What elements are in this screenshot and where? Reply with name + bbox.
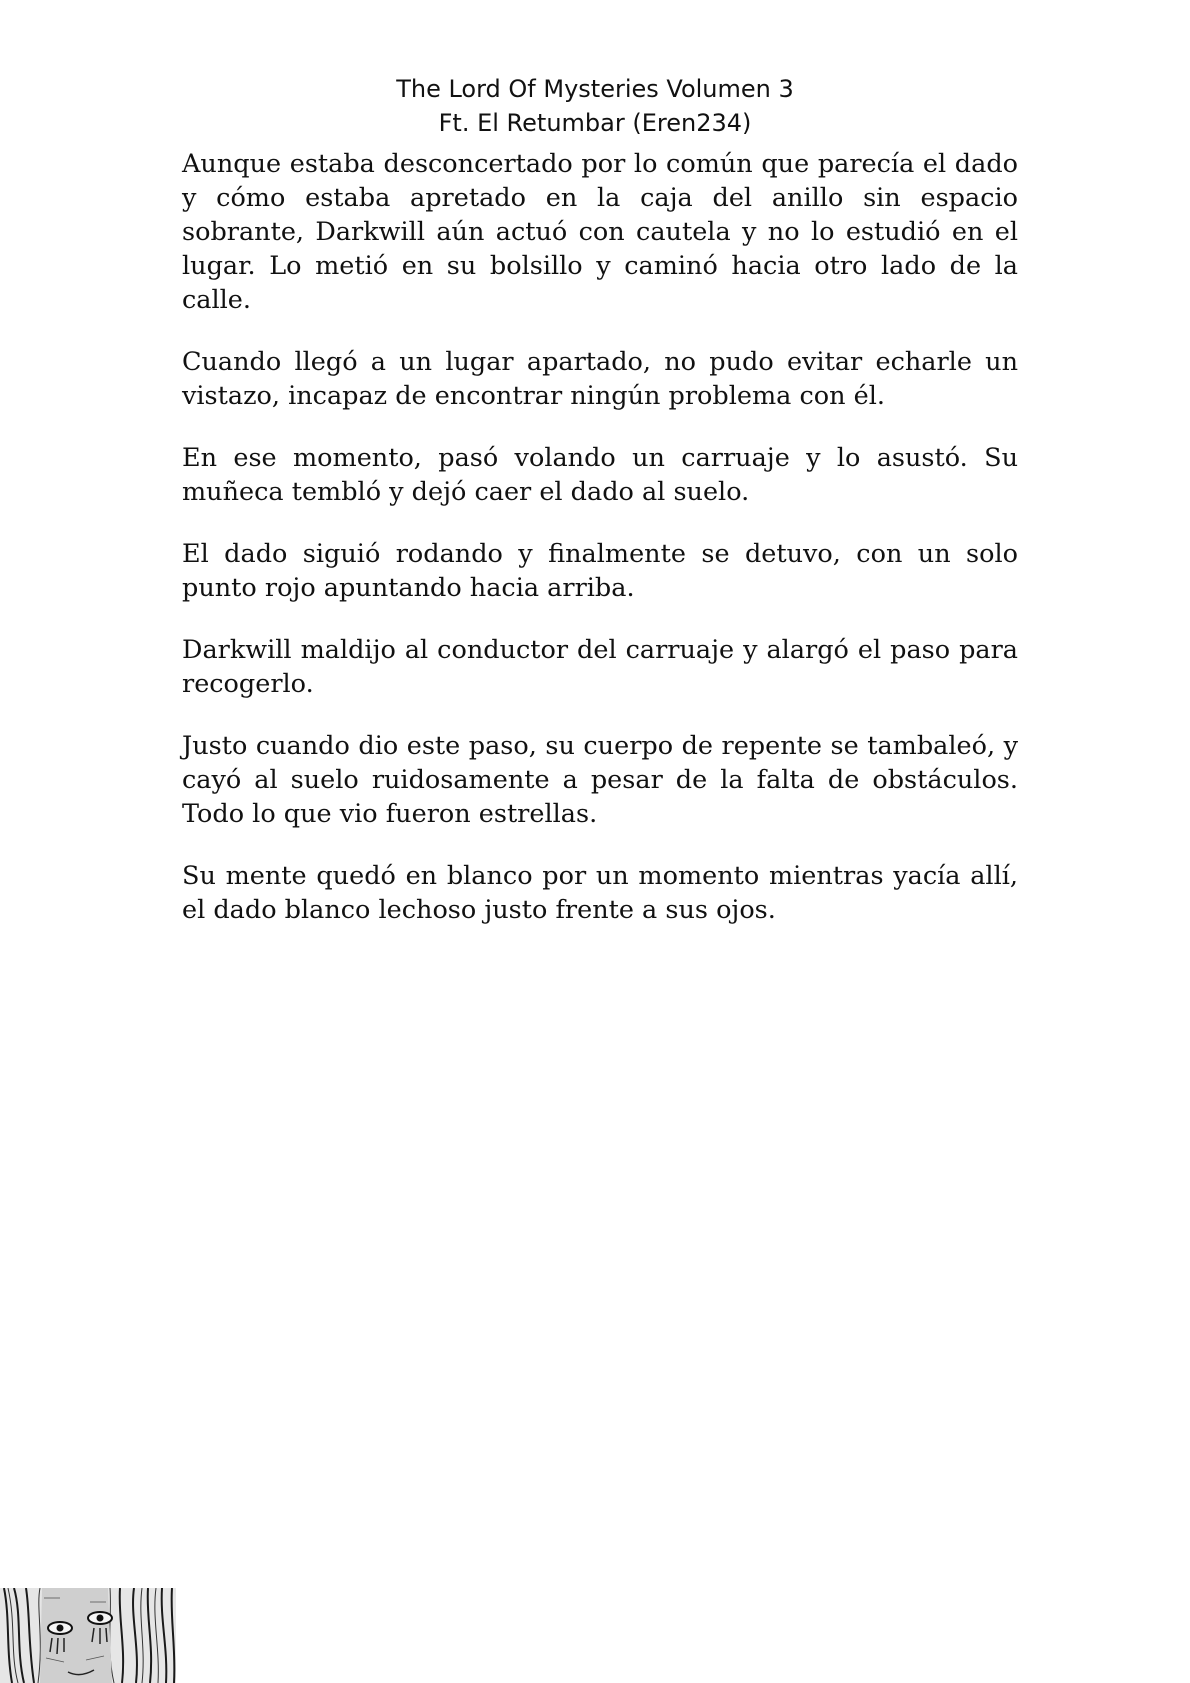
chapter-body bbox=[182, 147, 1018, 955]
paragraph: Darkwill maldijo al conductor del carruaje y alargó el paso para recogerlo. bbox=[182, 635, 1018, 699]
paragraph: En ese momento, pasó volando un carruaje y lo asustó. Su muñeca tembló y dejó caer el dado al suelo. bbox=[182, 443, 1018, 507]
paragraph: Aunque estaba desconcertado por lo común que parecía el dado y cómo estaba apretado en la caja del anillo sin espacio sobrante, Darkwill aún actuó con cautela y no lo estudió en el lugar. Lo metió en su bolsillo y caminó hacia otro lado de la calle. bbox=[182, 149, 1018, 315]
paragraph: Cuando llegó a un lugar apartado, no pudo evitar echarle un vistazo, incapaz de encontrar ningún problema con él. bbox=[182, 347, 1018, 411]
paragraph: Su mente quedó en blanco por un momento mientras yacía allí, el dado blanco lechoso justo frente a sus ojos. bbox=[182, 861, 1018, 925]
paragraph: Justo cuando dio este paso, su cuerpo de repente se tambaleó, y cayó al suelo ruidosamente a pesar de la falta de obstáculos. Todo lo que vio fueron estrellas. bbox=[182, 731, 1018, 829]
page-header bbox=[0, 72, 1190, 140]
paragraph: El dado siguió rodando y finalmente se detuvo, con un solo punto rojo apuntando hacia arriba. bbox=[182, 539, 1018, 603]
document-subtitle: Ft. El Retumbar (Eren234) bbox=[438, 109, 752, 137]
document-title: The Lord Of Mysteries Volumen 3 bbox=[396, 75, 794, 103]
manga-portrait-icon bbox=[0, 1588, 176, 1683]
